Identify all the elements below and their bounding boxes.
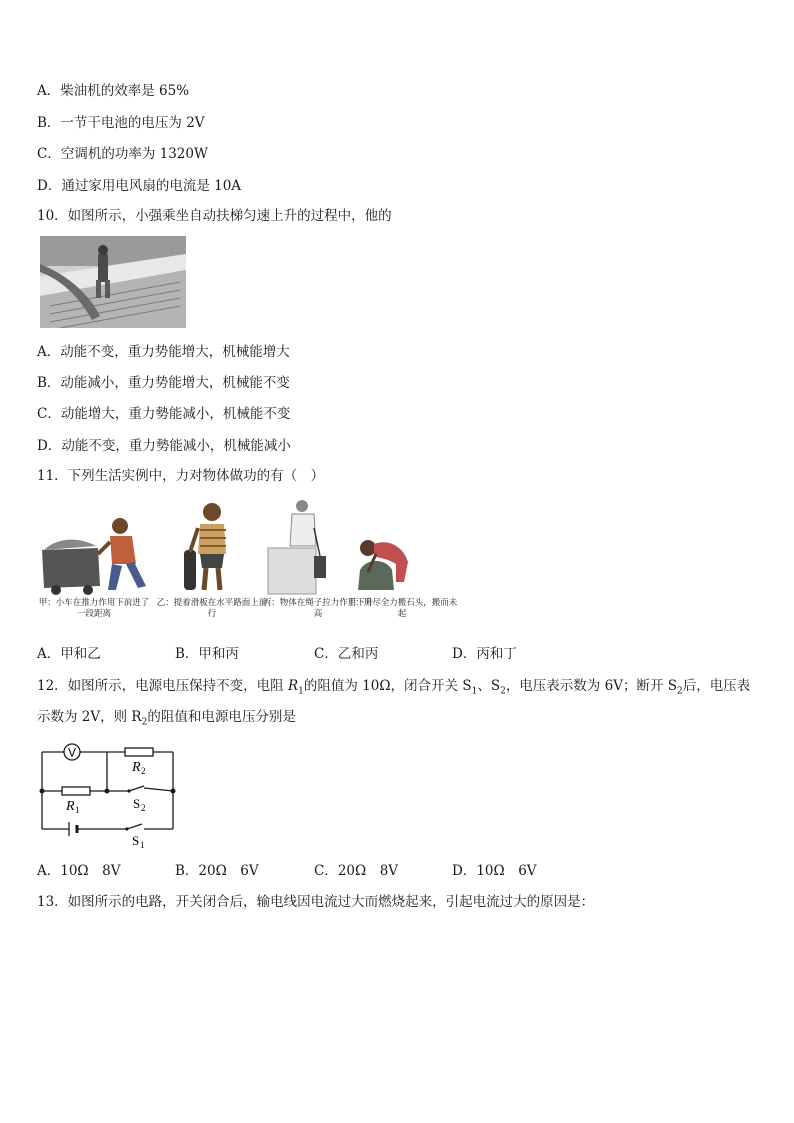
s1-label-sub: 1 (140, 840, 145, 850)
q11-option-a: A．甲和乙 (37, 646, 101, 662)
q10-option-d: D．动能不变，重力勢能减小，机械能减小 (37, 438, 291, 454)
q12-options (37, 862, 537, 880)
picture-ding-stone (346, 498, 458, 630)
voltmeter-label: V (67, 745, 77, 760)
q12-option-a: A．10Ω 8V (37, 863, 121, 879)
circuit-diagram (36, 738, 186, 850)
s2-label-sub: 2 (141, 803, 146, 813)
q12-option-d: D．10Ω 6V (452, 863, 537, 879)
caption-jia: 甲：小车在推力作用下前进了一段距离 (38, 598, 150, 619)
q10-option-a: A．动能不变，重力势能增大，机械能增大 (37, 344, 290, 360)
r2-label-sub: 2 (141, 766, 146, 776)
s1-label: S (132, 833, 140, 848)
q11-option-c: C．乙和丙 (314, 646, 379, 662)
r1-label: R (66, 799, 75, 814)
caption-yi: 乙：提着滑板在水平路面上前行 (156, 598, 268, 619)
r1-label-sub: 1 (75, 805, 80, 815)
s2-label: S (133, 796, 141, 811)
q9-option-c: C．空调机的功率为 1320W (37, 146, 208, 162)
q10-stem: 10．如图所示，小强乘坐自动扶梯匀速上升的过程中，他的 (37, 208, 392, 224)
q12-stem-line1: 12．如图所示，电源电压保持不变，电阻 $R_1$的阻值为 10Ω，闭合开关 $S_1$、$S_2$，电压表示数为 6V；断开 $S_2$后，电压表 (37, 678, 751, 697)
q10-option-c: C．动能增大，重力勢能减小，机械能不变 (37, 406, 291, 422)
q12-stem-line2: 示数为 2V，则 $R_2$的阻值和电源电压分别是 (37, 709, 296, 728)
q9-option-a: A．柴油机的效率是 65% (37, 83, 190, 99)
q11-option-d: D．丙和丁 (452, 646, 517, 662)
r2-label: R (132, 760, 141, 775)
q9-option-d: D．通过家用电风扇的电流是 10A (37, 178, 242, 194)
q10-option-b: B．动能减小，重力势能增大，机械能不变 (37, 375, 290, 391)
q9-option-b: B．一节干电池的电压为 2V (37, 115, 205, 131)
escalator-photo (40, 236, 186, 328)
caption-ding: 丁：用尽全力搬石头，搬而未起 (346, 598, 458, 619)
q12-option-c: C．20Ω 8V (314, 863, 399, 879)
q11-stem: 11．下列生活实例中，力对物体做功的有（ ） (37, 468, 325, 484)
picture-yi-skateboard (156, 498, 268, 630)
q12-option-b: B．20Ω 6V (175, 863, 259, 879)
q11-option-b: B．甲和丙 (175, 646, 239, 662)
q13-stem: 13．如图所示的电路，开关闭合后，输电线因电流过大而燃烧起来，引起电流过大的原因是： (37, 894, 595, 910)
picture-jia-cart (38, 498, 150, 630)
q11-options (37, 645, 517, 663)
caption-bing: 丙：物体在绳子拉力作用下升高 (262, 598, 374, 619)
